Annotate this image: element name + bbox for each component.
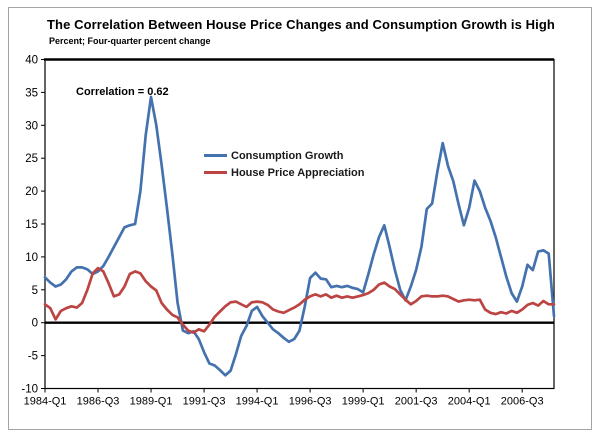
x-axis-tick-label: 1996-Q3 (288, 395, 332, 408)
legend-item-house-price-appreciation (204, 164, 364, 181)
x-axis-tick-label: 1994-Q1 (235, 395, 279, 408)
house-price-appreciation-line-swatch (204, 171, 227, 174)
y-axis-tick-label: 40 (25, 54, 38, 67)
x-axis-tick-label: 1991-Q3 (182, 395, 226, 408)
series-line-consumption-growth (45, 97, 554, 375)
x-axis-tick-label: 1989-Q1 (129, 395, 173, 408)
y-axis-tick-label: 20 (25, 186, 38, 199)
y-axis-tick-label: 35 (25, 87, 38, 100)
chart-legend (204, 147, 364, 181)
chart-title: The Correlation Between House Price Changes and Consumption Growth is High (47, 17, 555, 32)
y-axis-tick-label: 30 (25, 120, 38, 133)
y-axis-tick-label: 0 (31, 317, 38, 330)
plot-border (45, 60, 554, 389)
y-axis-tick-label: 15 (25, 219, 38, 231)
y-axis-tick-label: 25 (25, 153, 38, 166)
correlation-annotation: Correlation = 0.62 (76, 86, 169, 98)
chart-subtitle: Percent; Four-quarter percent change (49, 36, 211, 46)
y-axis-tick-label: 5 (31, 284, 38, 297)
y-axis-tick-label: 10 (25, 251, 38, 264)
legend-label-house-price-appreciation: House Price Appreciation (231, 166, 365, 179)
legend-item-consumption-growth (204, 147, 364, 164)
x-axis-tick-label: 1986-Q3 (76, 395, 120, 408)
consumption-growth-line-swatch (204, 154, 227, 157)
x-axis-tick-label: 2001-Q3 (394, 395, 438, 408)
legend-label-consumption-growth: Consumption Growth (231, 149, 344, 162)
y-axis-tick-label: -5 (27, 350, 38, 363)
x-axis-tick-label: 2004-Q1 (447, 395, 491, 408)
x-axis-tick-label: 1984-Q1 (23, 395, 67, 408)
x-axis-tick-label: 2006-Q3 (500, 395, 544, 408)
y-axis-tick-label: -10 (21, 383, 38, 396)
x-axis-tick-label: 1999-Q1 (341, 395, 385, 408)
